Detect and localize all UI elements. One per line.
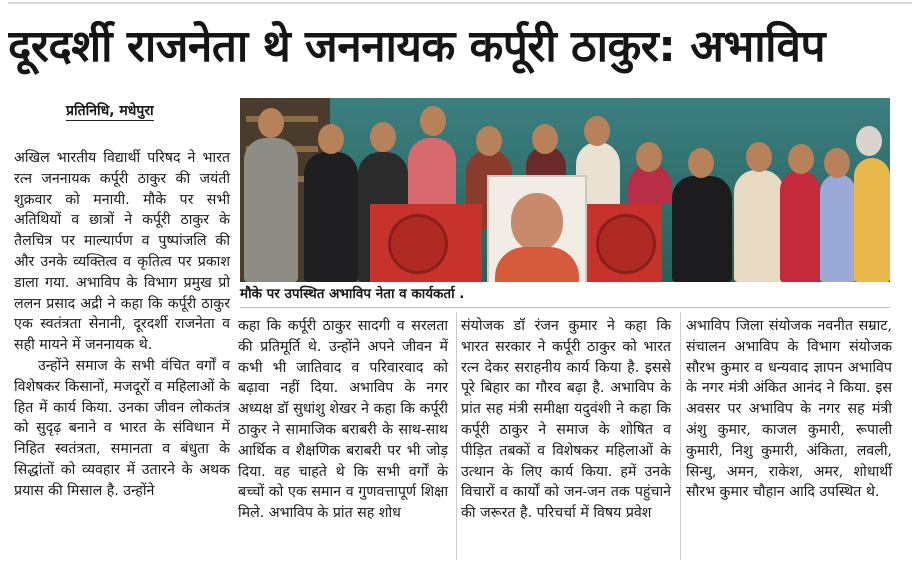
photo-person-head [688,148,714,178]
photo-person-head [788,144,814,174]
photo-person [304,152,358,282]
photo-person [854,158,890,282]
caption-rule [240,307,890,308]
karpoori-thakur-portrait [487,175,587,282]
abvp-emblem-icon [388,214,448,274]
byline: प्रतिनिधि, मधेपुरा [66,103,154,119]
article-paragraph: अभाविप जिला संयोजक नवनीत सम्राट, संचालन अभाविप के विभाग संयोजक सौरभ कुमार व धन्यवाद ज्ञापन अभाविप के नगर मंत्री अंकित आनंद ने किया. इस अवसर पर अभाविप के नगर सह मंत्री अंशु कुमार, काजल कुमारी, रूपाली कुमारी, निशु कुमारी, अंकिता, लवली, सिन्धु, अमन, राकेश, अमर, शोधार्थी सौरभ कुमार चौहान आदि उपस्थित थे. [686,318,892,501]
article-paragraph: कहा कि कर्पूरी ठाकुर सादगी व सरलता की प्रतिमूर्ति थे. उन्होंने अपने जीवन में कभी भी जातिवाद व परिवारवाद को बढ़ावा नहीं दिया. अभाविप के नगर अध्यक्ष डॉ सुधांशु शेखर ने कहा कि कर्पूरी ठाकुर ने सामाजिक बराबरी के साथ-साथ आर्थिक व शैक्षणिक बराबरी पर भी जोड़ दिया. वह चाहते थे कि सभी वर्गों के बच्चों को एक समान व गुणवत्तापूर्ण शिक्षा मिले. अभाविप के प्रांत सह शोध [238,318,448,522]
article-column-2 [238,316,448,524]
photo-person [820,174,856,282]
photo-person [244,138,298,282]
photo-person-head [584,116,610,146]
photo-person-head [824,148,850,178]
photo-person [672,176,732,282]
photo-person-head [318,124,344,154]
column-divider [456,312,457,560]
photo-person-head [636,142,662,172]
photo-caption: मौके पर उपस्थित अभाविप नेता व कार्यकर्ता . [240,286,465,302]
column-divider [680,312,681,560]
photo-person-head [420,106,446,136]
portrait-face [511,193,563,251]
photo-person-head [746,142,772,172]
headline: दूरदर्शी राजनेता थे जननायक कर्पूरी ठाकुर: अभाविप [8,21,826,72]
abvp-banner [370,204,482,282]
abvp-emblem-icon [596,214,656,274]
photo-person-head [476,126,502,156]
article-paragraph: अखिल भारतीय विद्यार्थी परिषद ने भारत रत्न जननायक कर्पूरी ठाकुर की जयंती शुक्रवार को मनायी. मौके पर सभी अतिथियों व छात्रों ने कर्पूरी ठाकुर के तैलचित्र पर माल्यार्पण व पुष्पांजलि की और उनके व्यक्तित्व व कृतित्व पर प्रकाश डाला गया. अभाविप के विभाग प्रमुख प्रो ललन प्रसाद अद्री ने कहा कि कर्पूरी ठाकुर एक स्वतंत्रता सेनानी, दूरदर्शी राजनेता व सही मायने में जननायक थे. [14,150,230,354]
article-column-4 [686,316,892,503]
photo-person [734,170,784,282]
article-paragraph: उन्होंने समाज के सभी वंचित वर्गों व विशेषकर किसानों, मजदूरों व महिलाओं के हित में कार्य किया. उनका जीवन लोकतंत्र को सुदृढ़ बनाने व भारत के संविधान में निहित स्वतंत्रता, समानता व बंधुता के सिद्धांतों को व्यवहार में उतारने के अथक प्रयास की मिसाल है. उन्होंने [14,357,230,499]
photo-person-head [258,108,284,138]
portrait-body [495,247,579,282]
abvp-banner [584,204,662,282]
news-photo [240,98,890,282]
photo-person-head [856,126,882,156]
article-paragraph: संयोजक डॉ रंजन कुमार ने कहा कि भारत सरकार ने कर्पूरी ठाकुर को भारत रत्न देकर सराहनीय कार्य किया है. इससे पूरे बिहार का गौरव बढ़ा है. अभाविप के प्रांत सह मंत्री समीक्षा यदुवंशी ने कहा कि कर्पूरी ठाकुर ने समाज के शोषित व पीड़ित तबकों व विशेषकर महिलाओं के उत्थान के लिए कार्य किया. हमें उनके विचारों व कार्यों को जन-जन तक पहुंचाने की जरूरत है. परिचर्चा में विषय प्रवेश [461,318,671,522]
article-column-3 [461,316,671,524]
photo-person-head [532,124,558,154]
article-column-1 [14,148,230,502]
photo-person-head [370,122,396,152]
photo-person [780,170,820,282]
